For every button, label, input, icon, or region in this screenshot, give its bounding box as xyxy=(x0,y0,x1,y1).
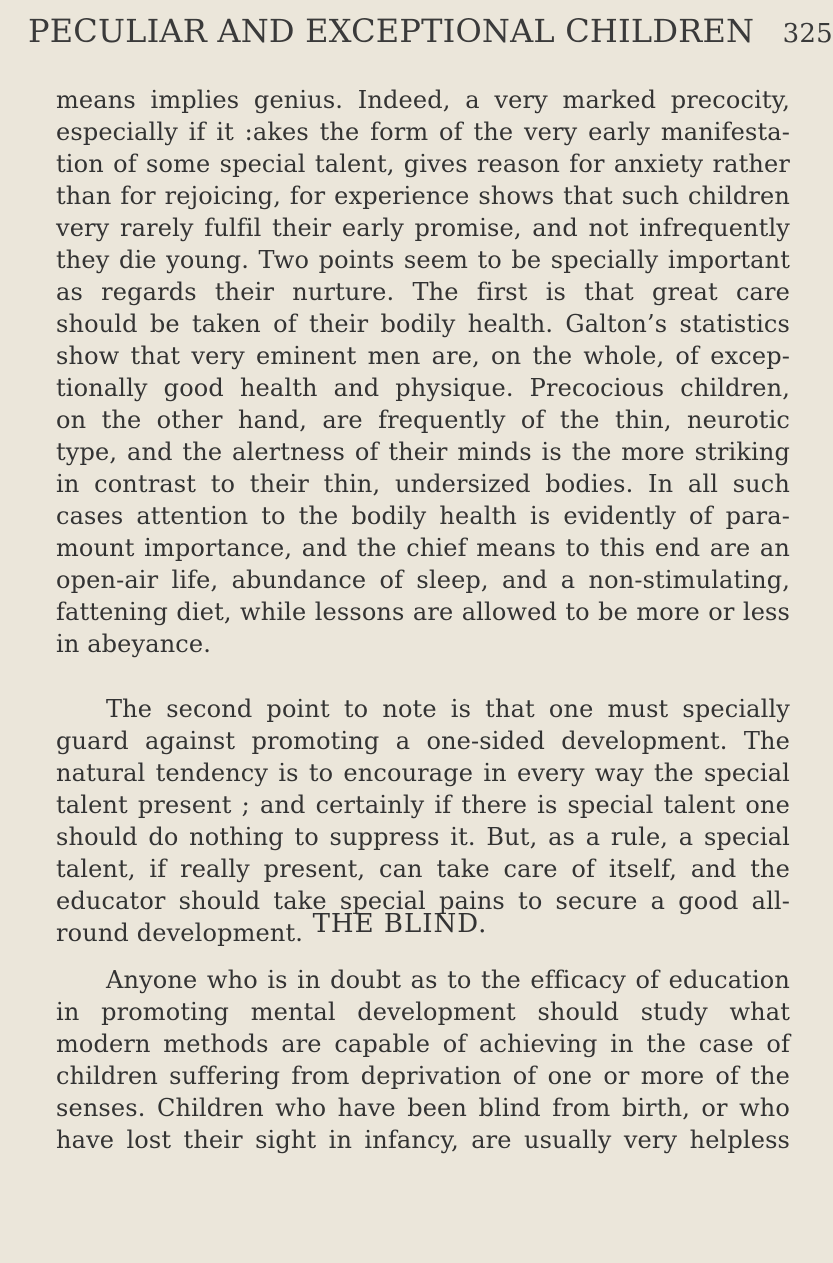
text-line: The second point to note is that one must specially xyxy=(106,695,790,723)
text-line: open-air life, abundance of sleep, and a non-stimulating, xyxy=(56,566,790,594)
text-line: natural tendency is to encourage in every way the special xyxy=(56,759,790,787)
running-head-title: PECULIAR AND EXCEPTIONAL CHILDREN xyxy=(28,12,755,50)
text-line: should do nothing to suppress it. But, as a rule, a special xyxy=(56,823,790,851)
text-line: cases attention to the bodily health is evidently of para- xyxy=(56,502,790,530)
text-line: as regards their nurture. The first is that great care xyxy=(56,278,790,306)
text-line: Anyone who is in doubt as to the efficacy of education xyxy=(106,966,790,994)
running-head xyxy=(28,6,833,56)
text-line: show that very eminent men are, on the whole, of excep- xyxy=(56,342,790,370)
text-line: than for rejoicing, for experience shows that such children xyxy=(56,182,790,210)
text-line: modern methods are capable of achieving in the case of xyxy=(56,1030,790,1058)
page-number: 325 xyxy=(782,19,833,49)
text-line: talent, if really present, can take care of itself, and the xyxy=(56,855,790,883)
text-line: in promoting mental development should study what xyxy=(56,998,790,1026)
text-line: type, and the alertness of their minds is the more striking xyxy=(56,438,790,466)
text-line: round development. xyxy=(56,919,304,947)
text-line: tionally good health and physique. Precocious children, xyxy=(56,374,790,402)
text-line: educator should take special pains to secure a good all- xyxy=(56,887,790,915)
text-line: should be taken of their bodily health. Galton’s statistics xyxy=(56,310,790,338)
text-line: in abeyance. xyxy=(56,630,212,658)
paragraph-blind xyxy=(56,964,790,1156)
text-line: fattening diet, while lessons are allowed to be more or less xyxy=(56,598,790,626)
text-line: mount importance, and the chief means to this end are an xyxy=(56,534,790,562)
text-line: have lost their sight in infancy, are usually very helpless xyxy=(56,1126,790,1154)
text-line: very rarely fulfil their early promise, and not infrequently xyxy=(56,214,790,242)
text-line: especially if it :akes the form of the very early manifesta- xyxy=(56,118,790,146)
text-line: means implies genius. Indeed, a very marked precocity, xyxy=(56,86,790,114)
paragraph-precocity xyxy=(56,84,790,660)
text-line: guard against promoting a one-sided development. The xyxy=(56,727,790,755)
text-line: they die young. Two points seem to be specially important xyxy=(56,246,790,274)
text-line: tion of some special talent, gives reason for anxiety rather xyxy=(56,150,790,178)
text-line: talent present ; and certainly if there is special talent one xyxy=(56,791,790,819)
section-heading: THE BLIND. xyxy=(312,909,488,939)
text-line: children suffering from deprivation of one or more of the xyxy=(56,1062,790,1090)
text-line: on the other hand, are frequently of the thin, neurotic xyxy=(56,406,790,434)
text-line: senses. Children who have been blind from birth, or who xyxy=(56,1094,790,1122)
text-line: in contrast to their thin, undersized bodies. In all such xyxy=(56,470,790,498)
